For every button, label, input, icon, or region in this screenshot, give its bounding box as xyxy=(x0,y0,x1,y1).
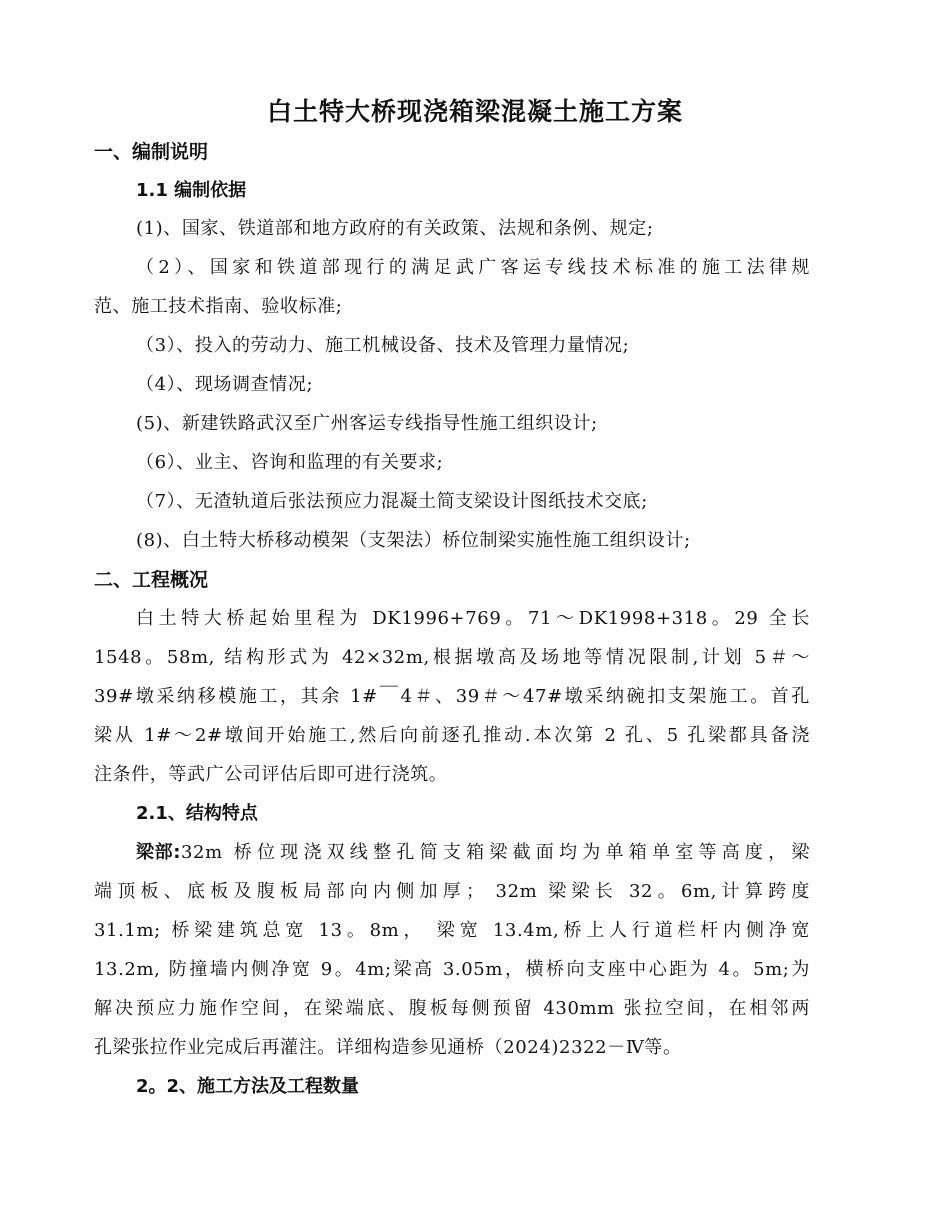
subsection-heading-method: 2。2、施工方法及工程数量 xyxy=(136,1076,360,1097)
beam-label: 梁部: xyxy=(136,842,181,863)
beam-line-4: 13.2m, 防撞墙内侧净宽 9。4m;梁高 3.05m，横桥向支座中心距为 4。5m;为 xyxy=(94,959,810,980)
beam-line-6: 孔梁张拉作业完成后再灌注。详细构造参见通桥（2024)2322－Ⅳ等。 xyxy=(94,1037,682,1058)
document-title: 白土特大桥现浇箱梁混凝土施工方案 xyxy=(266,97,683,126)
basis-item-3: （3）、投入的劳动力、施工机械设备、技术及管理力量情况; xyxy=(136,335,630,356)
section-heading-compilation: 一、编制说明 xyxy=(94,141,209,163)
overview-line-1: 白土特大桥起始里程为 DK1996+769。71～DK1998+318。29 全长 xyxy=(136,608,810,629)
beam-line-5: 解决预应力施作空间，在梁端底、腹板每侧预留 430mm 张拉空间，在相邻两 xyxy=(94,998,810,1019)
overview-line-3: 39#墩采纳移模施工，其余 1#￣4＃、39＃～47#墩采纳碗扣支架施工。首孔 xyxy=(94,686,810,707)
basis-item-5: (5)、新建铁路武汉至广州客运专线指导性施工组织设计; xyxy=(136,413,598,434)
overview-line-2: 1548。58m, 结构形式为 42×32m,根据墩高及场地等情况限制,计划 5＃～ xyxy=(94,647,810,668)
basis-item-4: （4）、现场调查情况; xyxy=(136,374,314,395)
basis-item-6: （6）、业主、咨询和监理的有关要求; xyxy=(136,452,444,473)
basis-item-2-cont: 范、施工技术指南、验收标准; xyxy=(94,296,343,317)
beam-line-1-text: 32m 桥位现浇双线整孔简支箱梁截面均为单箱单室等高度，梁 xyxy=(181,842,810,863)
beam-line-2: 端顶板、底板及腹板局部向内侧加厚； 32m 梁梁长 32。6m,计算跨度 xyxy=(94,881,810,902)
basis-item-8: (8)、白土特大桥移动模架（支架法）桥位制梁实施性施工组织设计; xyxy=(136,530,691,551)
beam-line-1 xyxy=(136,838,810,864)
beam-line-3: 31.1m; 桥梁建筑总宽 13。8m， 梁宽 13.4m,桥上人行道栏杆内侧净宽 xyxy=(94,920,810,941)
basis-item-1: (1)、国家、铁道部和地方政府的有关政策、法规和条例、规定; xyxy=(136,218,654,239)
overview-line-5: 注条件，等武广公司评估后即可进行浇筑。 xyxy=(94,764,448,785)
basis-item-2: （2）、国家和铁道部现行的满足武广客运专线技术标准的施工法律规 xyxy=(136,257,810,278)
subsection-heading-basis: 1.1 编制依据 xyxy=(136,180,247,201)
subsection-heading-structure: 2.1、结构特点 xyxy=(136,803,258,824)
section-heading-overview: 二、工程概况 xyxy=(94,569,209,591)
basis-item-7: （7）、无渣轨道后张法预应力混凝土简支梁设计图纸技术交底; xyxy=(136,491,648,512)
overview-line-4: 梁从 1#～2#墩间开始施工,然后向前逐孔推动.本次第 2 孔、5 孔梁都具备浇 xyxy=(94,725,810,746)
